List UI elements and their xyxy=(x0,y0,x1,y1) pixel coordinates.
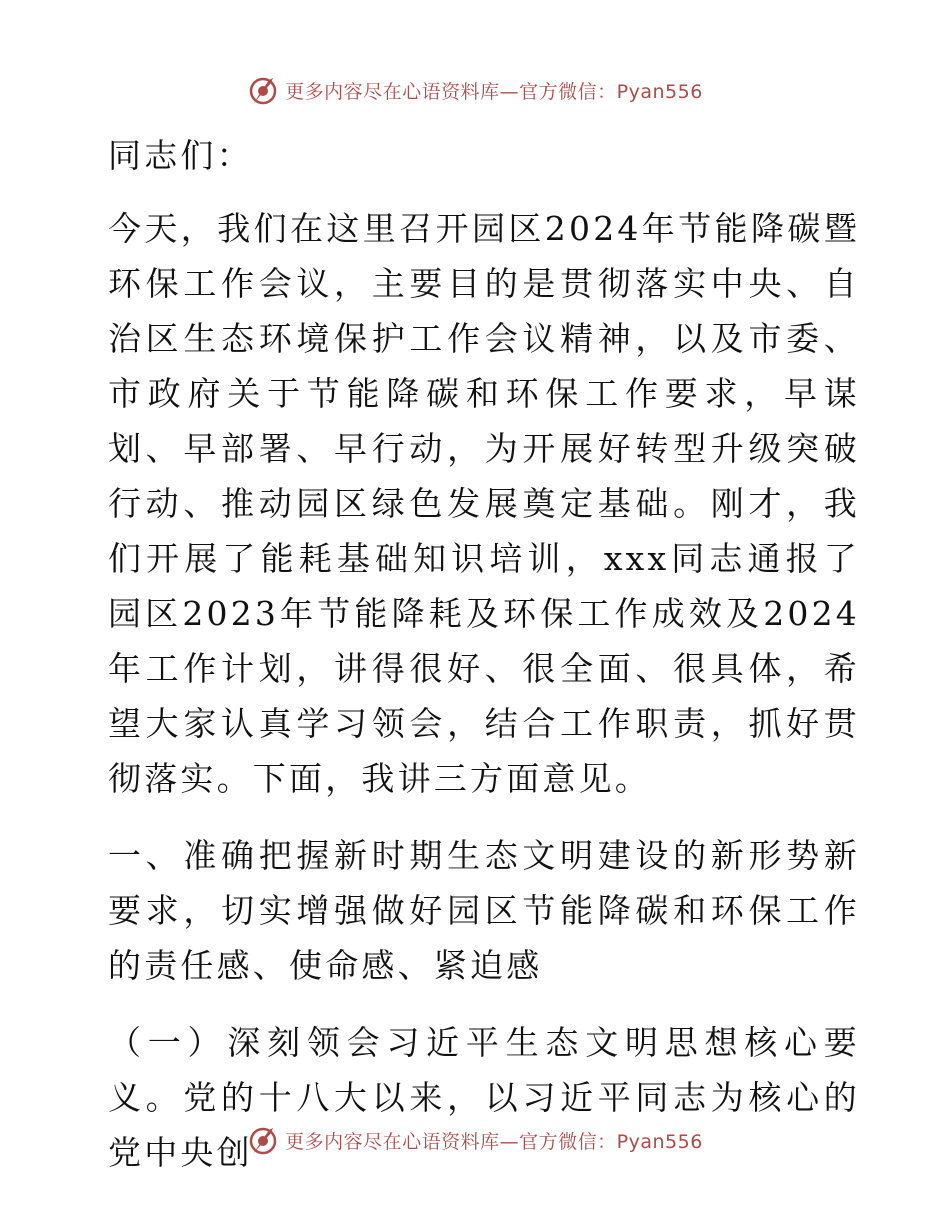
quill-seal-icon xyxy=(247,74,279,106)
watermark-text: 更多内容尽在心语资料库—官方微信：Pyan556 xyxy=(285,1130,703,1153)
document-body xyxy=(100,120,860,1180)
section-heading-1: 一、准确把握新时期生态文明建设的新形势新要求，切实增强做好园区节能降碳和环保工作的责任感、使命感、紧迫感 xyxy=(108,836,860,985)
header-watermark xyxy=(0,70,950,110)
watermark-text: 更多内容尽在心语资料库—官方微信：Pyan556 xyxy=(285,80,703,103)
opening-paragraph: 今天，我们在这里召开园区2024年节能降碳暨环保工作会议，主要目的是贯彻落实中央、自治区生态环境保护工作会议精神，以及市委、市政府关于节能降碳和环保工作要求，早谋划、早部署、早行动，为开展好转型升级突破行动、推动园区绿色发展奠定基础。刚才，我们开展了能耗基础知识培训，xxx同志通报了园区2023年节能降耗及环保工作成效及2024年工作计划，讲得很好、很全面、很具体，希望大家认真学习领会，结合工作职责，抓好贯彻落实。下面，我讲三方面意见。 xyxy=(108,209,860,798)
quill-seal-icon xyxy=(247,1124,279,1156)
subsection-paragraph-1: （一）深刻领会习近平生态文明思想核心要义。党的十八大以来，以习近平同志为核心的党中央创 xyxy=(108,1023,860,1172)
salutation: 同志们： xyxy=(108,136,253,175)
footer-watermark xyxy=(0,1120,950,1160)
